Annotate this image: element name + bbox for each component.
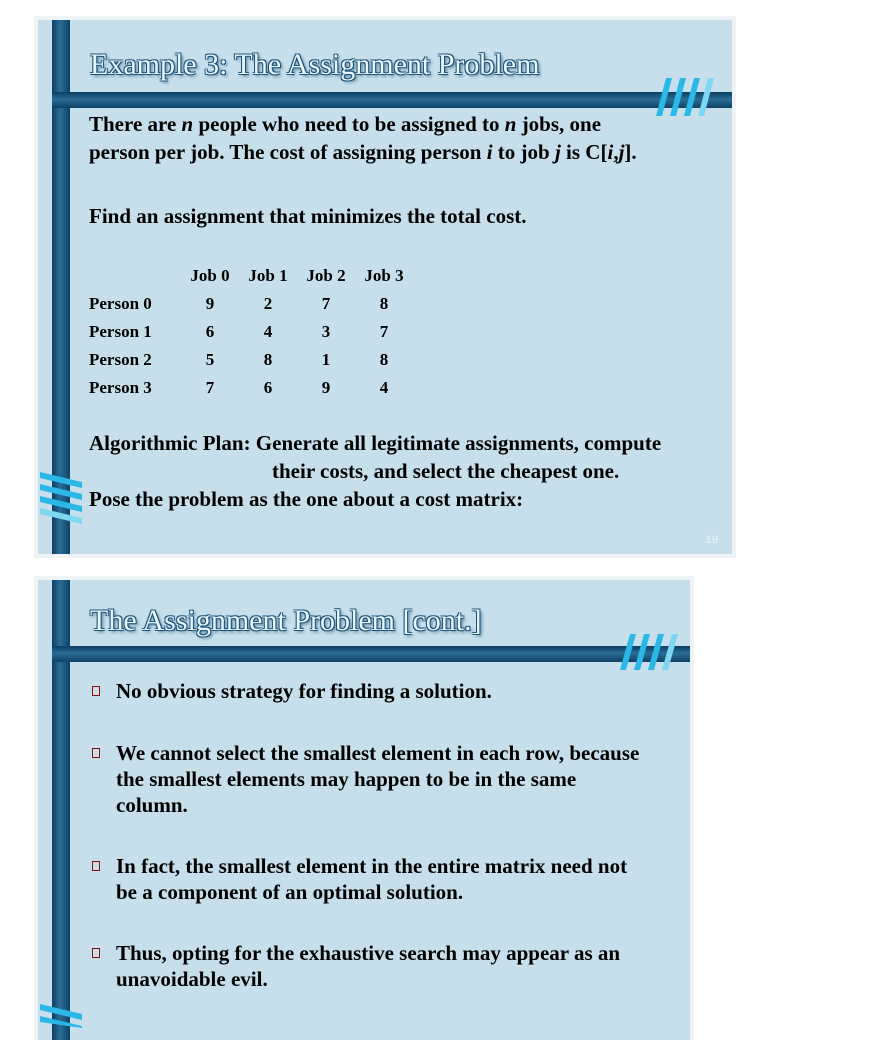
slide-title: The Assignment Problem [cont.]: [90, 604, 482, 637]
list-item: [92, 740, 652, 818]
table-cell: 9: [321, 378, 331, 397]
list-item: [92, 853, 652, 905]
square-bullet-icon: [92, 861, 100, 871]
column-header: Job 2: [306, 266, 346, 285]
square-bullet-icon: [92, 948, 100, 958]
row-header: Person 3: [89, 378, 152, 397]
table-corner: [89, 262, 181, 290]
table-row: [89, 374, 413, 402]
slide-20: [38, 580, 690, 1040]
column-header: Job 0: [190, 266, 230, 285]
objective-text: Find an assignment that minimizes the total cost.: [89, 204, 527, 228]
row-header: Person 2: [89, 350, 152, 369]
row-header: Person 0: [89, 294, 152, 313]
list-item: [92, 678, 652, 704]
table-cell: 9: [205, 294, 215, 313]
table-header-row: [89, 262, 413, 290]
square-bullet-icon: [92, 686, 100, 696]
stripes-decoration-icon-left: [38, 466, 90, 532]
square-bullet-icon: [92, 748, 100, 758]
table-row: [89, 290, 413, 318]
table-cell: 7: [321, 294, 331, 313]
table-cell: 2: [263, 294, 273, 313]
algorithmic-plan-line-2: their costs, and select the cheapest one.: [272, 459, 620, 483]
bullet-text: No obvious strategy for finding a solution.: [116, 679, 492, 703]
table-cell: 6: [205, 322, 215, 341]
list-item: [92, 940, 652, 992]
table-cell: 8: [379, 294, 389, 313]
algorithmic-plan-line-1: Algorithmic Plan: Generate all legitimate assignments, compute: [89, 431, 662, 455]
bullet-text: Thus, opting for the exhaustive search may appear as an unavoidable evil.: [116, 941, 621, 991]
table-cell: 7: [205, 378, 215, 397]
column-header: Job 3: [364, 266, 404, 285]
table-cell: 5: [205, 350, 215, 369]
slide-number: 19: [705, 534, 718, 546]
row-header: Person 1: [89, 322, 152, 341]
table-cell: 8: [379, 350, 389, 369]
table-cell: 8: [263, 350, 273, 369]
column-header: Job 1: [248, 266, 288, 285]
table-cell: 4: [379, 378, 389, 397]
horizontal-accent-bar: [52, 646, 690, 662]
problem-statement-line-1: There are n people who need to be assigned to n jobs, one: [89, 112, 602, 136]
stripes-decoration-icon: [646, 72, 726, 120]
table-cell: 4: [263, 322, 273, 341]
stripes-decoration-icon: [610, 628, 690, 674]
table-row: [89, 318, 413, 346]
problem-statement-line-2: person per job. The cost of assigning person i to job j is C[i,j].: [89, 140, 637, 164]
pose-problem-text: Pose the problem as the one about a cost matrix:: [89, 487, 524, 511]
table-cell: 1: [321, 350, 331, 369]
table-row: [89, 346, 413, 374]
horizontal-accent-bar: [52, 92, 732, 108]
bullet-text: In fact, the smallest element in the entire matrix need not be a component of an optimal solution.: [116, 854, 628, 904]
slide-19: [38, 20, 732, 554]
table-cell: 6: [263, 378, 273, 397]
bullet-text: We cannot select the smallest element in each row, because the smallest elements may happen to be in the same column.: [116, 741, 640, 817]
slide-title: Example 3: The Assignment Problem: [90, 48, 540, 81]
table-cell: 7: [379, 322, 389, 341]
cost-matrix-table: [89, 262, 413, 402]
table-cell: 3: [321, 322, 331, 341]
